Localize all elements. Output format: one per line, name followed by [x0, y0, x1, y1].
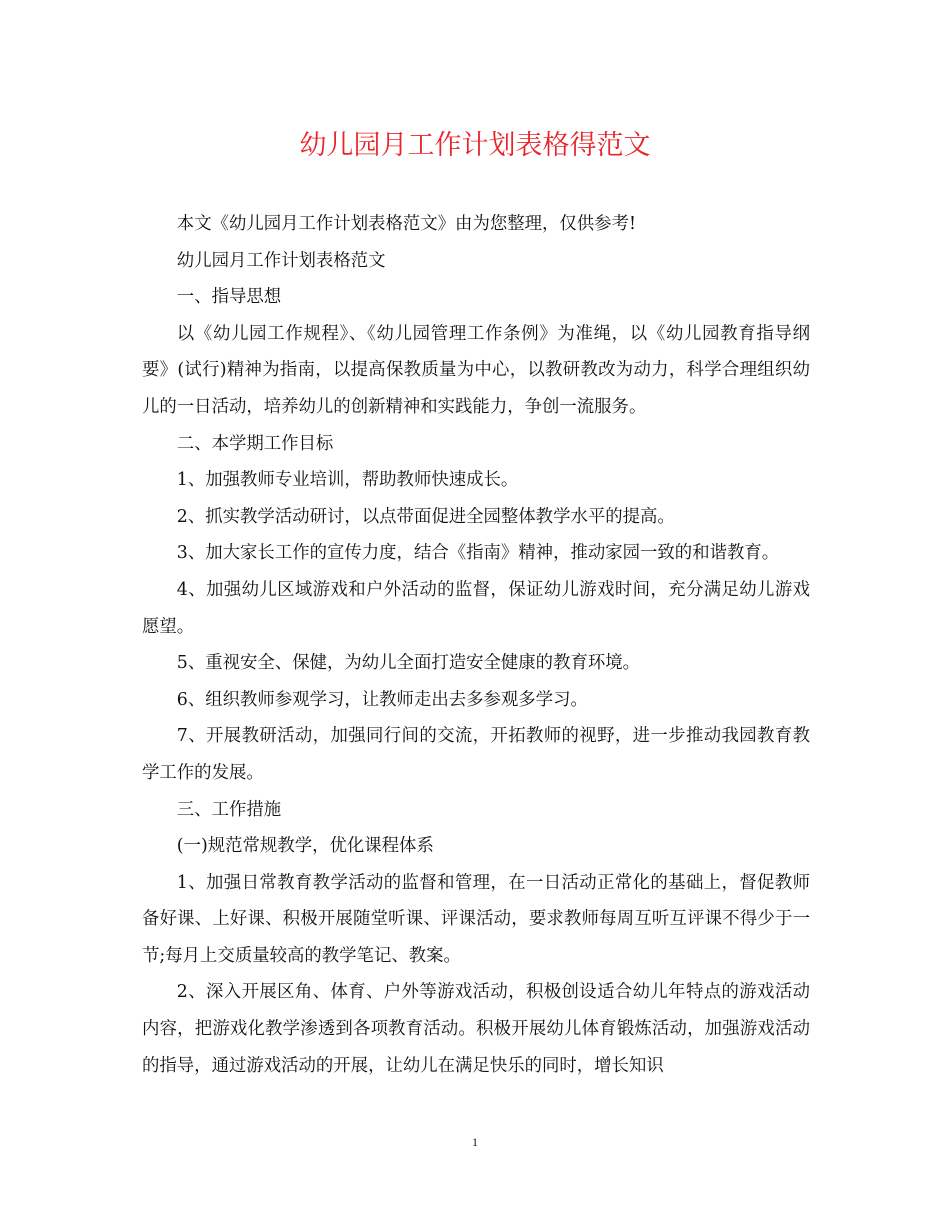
section-heading-2: 二、本学期工作目标 [176, 433, 334, 454]
measure-item-2: 2、深入开展区角、体育、户外等游戏活动，积极创设适合幼儿年特点的游戏活动内容，把游戏化教学渗透到各项教育活动。积极开展幼儿体育锻炼活动，加强游戏活动的指导，通过游戏活动的开展，让幼儿在满足快乐的同时，增长知识 [142, 982, 810, 1076]
document-title: 幼儿园月工作计划表格得范文 [299, 130, 651, 161]
goal-item-4: 4、加强幼儿区域游戏和户外活动的监督，保证幼儿游戏时间，充分满足幼儿游戏愿望。 [142, 579, 810, 637]
goal-item-7: 7、开展教研活动，加强同行间的交流，开拓教师的视野，进一步推动我园教育教学工作的发展。 [142, 726, 810, 783]
subtitle-paragraph: 幼儿园月工作计划表格范文 [176, 250, 386, 271]
goal-item-5: 5、重视安全、保健，为幼儿全面打造安全健康的教育环境。 [176, 653, 641, 674]
document-body [142, 206, 810, 1084]
section-heading-3: 三、工作措施 [176, 799, 282, 820]
goal-item-6: 6、组织教师参观学习，让教师走出去多参观多学习。 [176, 689, 588, 710]
goal-item-3: 3、加大家长工作的宣传力度，结合《指南》精神，推动家园一致的和谐教育。 [176, 543, 780, 564]
measure-item-1: 1、加强日常教育教学活动的监督和管理，在一日活动正常化的基础上，督促教师备好课、上好课、积极开展随堂听课、评课活动，要求教师每周互听互评课不得少于一节;每月上交质量较高的教学笔记、教案。 [142, 872, 810, 966]
goal-item-2: 2、抓实教学活动研讨，以点带面促进全园整体教学水平的提高。 [176, 506, 675, 527]
subsection-heading-1: (一)规范常规教学，优化课程体系 [176, 836, 434, 857]
goal-item-1: 1、加强教师专业培训，帮助教师快速成长。 [176, 470, 519, 491]
guiding-ideology-paragraph: 以《幼儿园工作规程》、《幼儿园管理工作条例》为准绳，以《幼儿园教育指导纲要》(试行)精神为指南，以提高保教质量为中心，以教研教改为动力，科学合理组织幼儿的一日活动，培养幼儿的创新精神和实践能力，争创一流服务。 [142, 323, 810, 417]
intro-paragraph: 本文《幼儿园月工作计划表格范文》由为您整理，仅供参考! [176, 214, 636, 234]
page-number: 1 [472, 1135, 478, 1149]
section-heading-1: 一、指导思想 [176, 287, 282, 308]
